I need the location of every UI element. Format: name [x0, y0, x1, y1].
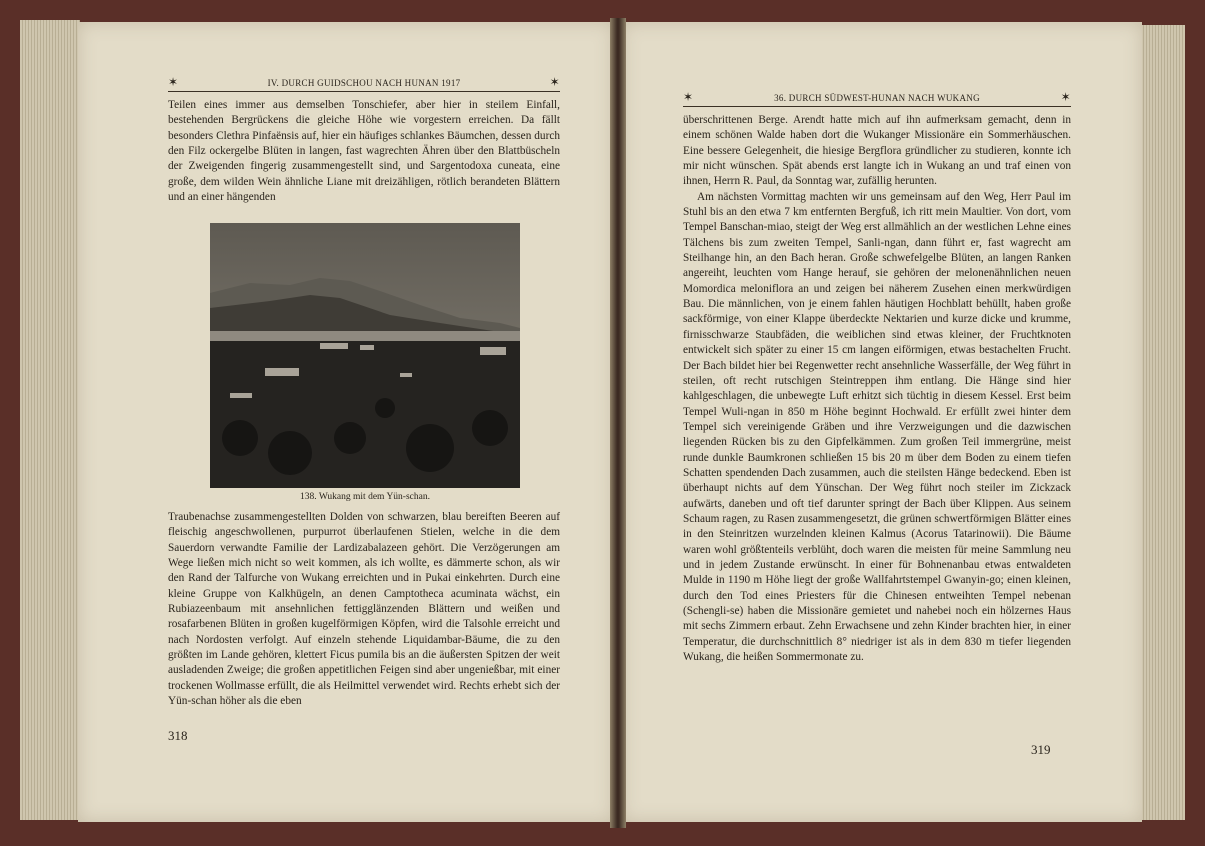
- photo-caption: 138. Wukang mit dem Yün-schan.: [300, 492, 430, 502]
- landscape-photo: [210, 223, 520, 488]
- page-number-left: 318: [168, 728, 188, 743]
- page-number-right: 319: [1031, 742, 1051, 757]
- running-header-left: [168, 75, 560, 92]
- paragraph: Am nächsten Vormittag machten wir uns gemeinsam auf den Weg, Herr Paul im Stuhl bis an den etwa 7 km entfernten Bergfuß, ich ritt mein Maultier. Von dort, vom Tempel Banschan-miao, steigt der Weg erst allmählich an der westlichen Lehne eines Tälchens bis zum zweiten Tempel, Sanli-ngan, dann führt er, fast wagrecht am Steilhange hin, an den Bach heran. Große schwefelgelbe Blüten, an langen Ranken angereiht, leuchten vom Hange herauf, sie gehören der melonenähnlichen neuen Momordica meloniflora an und zeigen bei näherem Zusehen einen merkwürdigen Bau. Die männlichen, von je einem fahlen häutigen Hochblatt behüllt, haben große sackförmige, von einer Klappe überdeckte Nektarien und kurze dicke und krumme, firnisschwarze Staubfäden, die weiblichen sind etwas kleiner, der Fruchtknoten entwickelt sich später zu einer 15 cm langen eiförmigen, etwas bestachelten Frucht. Der Bach bildet hier bei Regenwetter recht ansehnliche Wasserfälle, der Weg führt in steilen, oft recht rutschigen Steintreppen ihm entlang. Die Hänge sind hier kahlgeschlagen, die unbewegte Luft erhitzt sich tüchtig in diesem Kessel. Erst beim Tempel Wuli-ngan in 850 m Höhe beginnt Hochwald. Er erfüllt zwei hinter dem Tempel sich vereinigende Gräben und ihre Verzweigungen und die dazwischen liegenden Rücken bis zu den Gipfelkämmen. Zum großen Teil immergrüne, meist runde dunkle Baumkronen schließen 15 bis 20 m über dem Boden zu einem tiefen Schatten spendenden Dach zusammen, auch die steilsten Hänge bedeckend. Eben ist überhaupt nichts auf dem Yünschan. Der Weg führt noch steiler im Zickzack aufwärts, daneben und oft tief darunter springt der Bach über Klippen. Aus seinem Schaum ragen, zu Rasen zusammengesetzt, die grünen schwertförmigen Blätter eines in den Steinritzen wurzelnden kleinen Kalmus (Acorus Tatarinowii). Die Bäume waren wohl größtenteils verblüht, doch waren die meisten für meine Sammlung neu und in jedem Zustande erwünscht. In einer für Bohnenanbau etwas entwaldeten Mulde in 1190 m Höhe liegt der große Wallfahrtstempel Gwanyin-go; einen kleinen, durch den Tod eines Priesters für die Chinesen entweihten Tempel nebenan (Schengli-se) haben die Missionäre gemietet und nahebei noch ein hölzernes Haus mit sechs Zimmern erbaut. Zehn Erwachsene und zehn Kinder brachten hier, in einer Temperatur, die durchschnittlich 8° niedriger ist als in dem 830 m tiefer liegenden Wukang, die heißen Sommermonate zu.: [683, 190, 1071, 664]
- header-star-icon: ✶: [1060, 90, 1071, 104]
- right-body: [683, 113, 1071, 665]
- page-edges-left: [20, 20, 80, 820]
- paragraph: Traubenachse zusammengestellten Dolden von schwarzen, blau bereiften Beeren auf fleischig angeschwollenen, purpurrot überlaufenen Stielen, welche in die dem Sauerdorn verwandte Familie der Lardizabalazeen gehört. Die Verzögerungen am Wege ließen mich nicht so weit kommen, als ich wollte, es dämmerte schon, als wir den Rand der Talfurche von Wukang erreichten und in Pukai einkehrten. Durch eine kleine Gruppe von Kalkhügeln, an denen Camptotheca acuminata wächst, ein Rubiazeenbaum mit ansehnlichen fettigglänzenden Blättern und weißen und rosafarbenen Blüten in großen kugelförmigen Köpfen, wird die Talsohle erreicht und nach Nordosten verfolgt. Auf einzeln stehende Liquidambar-Bäume, die zu den größten im Lande gehören, klettert Ficus pumila bis an die äußersten Spitzen der weit ausladenden Zweige; die großen appetitlichen Feigen sind aber ungenießbar, mit einer trockenen Wollmasse erfüllt, die als Heilmittel verwendet wird. Rechts erhebt sich der Yün-schan höher als die eben: [168, 511, 560, 708]
- header-title: IV. DURCH GUIDSCHOU NACH HUNAN 1917: [267, 77, 461, 88]
- paragraph: überschrittenen Berge. Arendt hatte mich auf ihn aufmerksam gemacht, denn in einem schönen Walde haben dort die Wukanger Missionäre ein Sommerhäuschen. Eine bessere Gelegenheit, die hiesige Bergflora gründlicher zu studieren, konnte ich mir nicht wünschen. Spät abends erst langte ich in Wukang an und traf einen von ihnen, Herrn R. Paul, da Sonntag war, zufällig herunten.: [683, 114, 1071, 188]
- book-gutter: [610, 18, 626, 828]
- header-star-icon: ✶: [683, 90, 694, 104]
- left-body-top: [168, 98, 560, 205]
- header-star-icon: ✶: [168, 75, 179, 89]
- running-header-right: [683, 90, 1071, 107]
- page-edges-right: [1140, 25, 1185, 820]
- left-body-bottom: [168, 510, 560, 709]
- paragraph: Teilen eines immer aus demselben Tonschiefer, aber hier in steilem Einfall, bestehenden Bergrückens die gleiche Höhe wie vorgestern erreichen. Da fällt besonders Clethra Pinfaënsis auf, hier ein häufiges schlankes Bäumchen, dessen durch den Filz ockergelbe Blüten in langen, fast wagrechten Ähren über den Blattbüscheln der Zweigenden fingerig zusammengestellt sind, und Sargentodoxa cuneata, eine große, dem wilden Wein ähnliche Liane mit dreizähligen, rötlich berandeten Blättern und an einer hängenden: [168, 99, 560, 204]
- header-title: 36. DURCH SÜDWEST-HUNAN NACH WUKANG: [774, 92, 980, 103]
- header-star-icon: ✶: [549, 75, 560, 89]
